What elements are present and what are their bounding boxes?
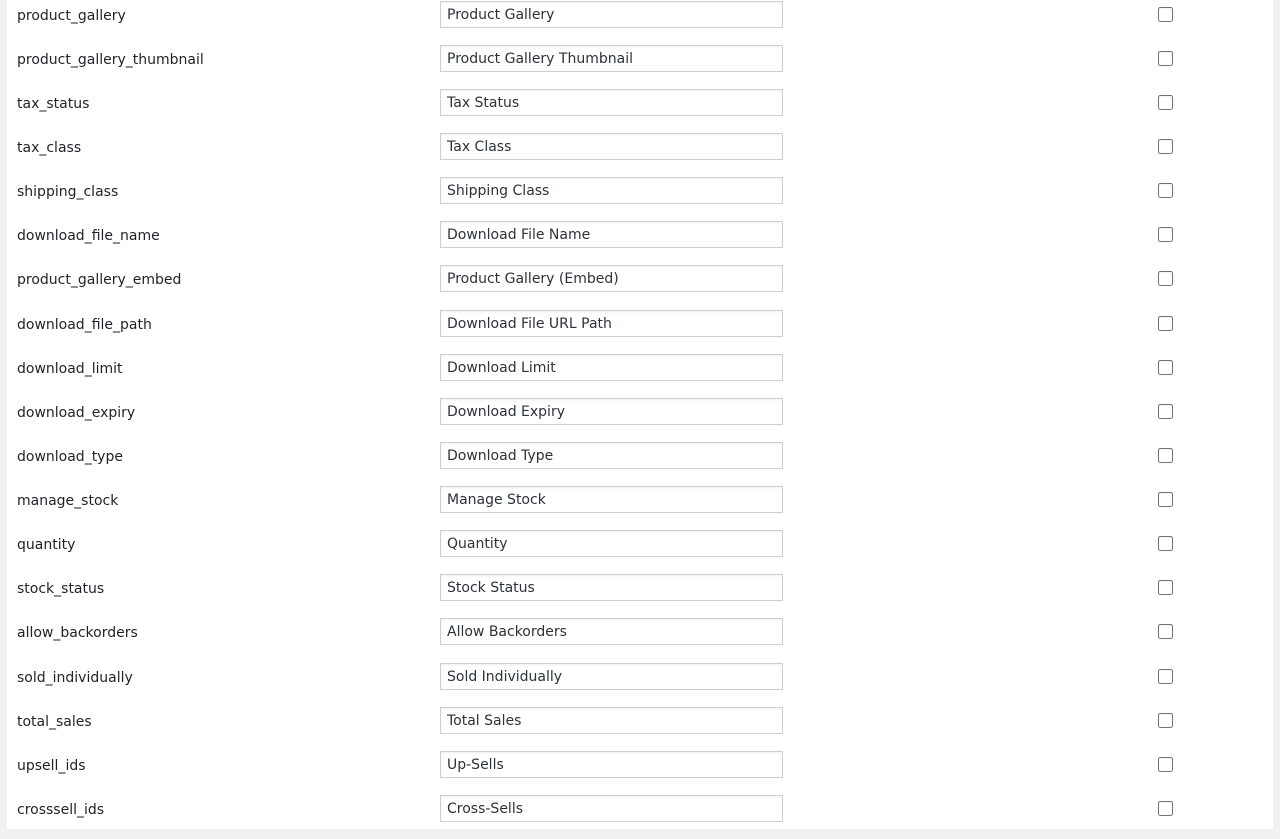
field-label-input[interactable] xyxy=(440,398,783,425)
field-exclude-checkbox[interactable] xyxy=(1158,7,1173,22)
field-name: product_gallery_thumbnail xyxy=(17,52,204,68)
field-exclude-checkbox[interactable] xyxy=(1158,580,1173,595)
field-exclude-checkbox[interactable] xyxy=(1158,624,1173,639)
field-label-input[interactable] xyxy=(440,354,783,381)
field-label-input[interactable] xyxy=(440,663,783,690)
field-name: tax_status xyxy=(17,96,90,112)
field-label-input[interactable] xyxy=(440,486,783,513)
field-exclude-checkbox[interactable] xyxy=(1158,227,1173,242)
field-row xyxy=(7,265,1273,309)
field-name: total_sales xyxy=(17,714,92,730)
field-row xyxy=(7,486,1273,530)
field-exclude-checkbox[interactable] xyxy=(1158,801,1173,816)
field-name: download_expiry xyxy=(17,405,136,421)
field-name: product_gallery_embed xyxy=(17,272,182,288)
field-label-input[interactable] xyxy=(440,618,783,645)
field-name: quantity xyxy=(17,537,76,553)
field-row xyxy=(7,442,1273,486)
field-label-input[interactable] xyxy=(440,310,783,337)
field-settings-panel xyxy=(7,0,1273,829)
field-exclude-checkbox[interactable] xyxy=(1158,139,1173,154)
field-label-input[interactable] xyxy=(440,133,783,160)
field-name: download_file_name xyxy=(17,228,160,244)
field-row xyxy=(7,530,1273,574)
field-row xyxy=(7,751,1273,795)
field-row xyxy=(7,707,1273,751)
field-name: tax_class xyxy=(17,140,82,156)
field-label-input[interactable] xyxy=(440,795,783,822)
field-label-input[interactable] xyxy=(440,1,783,28)
field-exclude-checkbox[interactable] xyxy=(1158,316,1173,331)
field-row xyxy=(7,398,1273,442)
field-label-input[interactable] xyxy=(440,574,783,601)
field-name: allow_backorders xyxy=(17,625,138,641)
field-name: shipping_class xyxy=(17,184,119,200)
field-exclude-checkbox[interactable] xyxy=(1158,536,1173,551)
field-label-input[interactable] xyxy=(440,530,783,557)
field-label-input[interactable] xyxy=(440,442,783,469)
field-name: stock_status xyxy=(17,581,105,597)
field-row xyxy=(7,354,1273,398)
field-row xyxy=(7,133,1273,177)
field-name: product_gallery xyxy=(17,8,126,24)
field-name: download_type xyxy=(17,449,123,465)
field-exclude-checkbox[interactable] xyxy=(1158,183,1173,198)
field-exclude-checkbox[interactable] xyxy=(1158,360,1173,375)
field-row xyxy=(7,310,1273,354)
field-exclude-checkbox[interactable] xyxy=(1158,95,1173,110)
field-exclude-checkbox[interactable] xyxy=(1158,492,1173,507)
field-row xyxy=(7,221,1273,265)
field-exclude-checkbox[interactable] xyxy=(1158,713,1173,728)
field-exclude-checkbox[interactable] xyxy=(1158,669,1173,684)
field-name: download_limit xyxy=(17,361,123,377)
field-row xyxy=(7,89,1273,133)
field-name: download_file_path xyxy=(17,317,152,333)
field-label-input[interactable] xyxy=(440,265,783,292)
field-label-input[interactable] xyxy=(440,177,783,204)
field-exclude-checkbox[interactable] xyxy=(1158,271,1173,286)
field-label-input[interactable] xyxy=(440,221,783,248)
field-name: crosssell_ids xyxy=(17,802,105,818)
field-row xyxy=(7,663,1273,707)
field-label-input[interactable] xyxy=(440,89,783,116)
field-label-input[interactable] xyxy=(440,45,783,72)
field-exclude-checkbox[interactable] xyxy=(1158,51,1173,66)
field-row xyxy=(7,618,1273,662)
field-label-input[interactable] xyxy=(440,707,783,734)
field-label-input[interactable] xyxy=(440,751,783,778)
field-name: manage_stock xyxy=(17,493,119,509)
field-exclude-checkbox[interactable] xyxy=(1158,404,1173,419)
field-name: upsell_ids xyxy=(17,758,86,774)
field-row xyxy=(7,795,1273,839)
field-row xyxy=(7,574,1273,618)
field-row xyxy=(7,1,1273,45)
field-row xyxy=(7,45,1273,89)
field-exclude-checkbox[interactable] xyxy=(1158,448,1173,463)
field-name: sold_individually xyxy=(17,670,133,686)
field-exclude-checkbox[interactable] xyxy=(1158,757,1173,772)
field-row xyxy=(7,177,1273,221)
